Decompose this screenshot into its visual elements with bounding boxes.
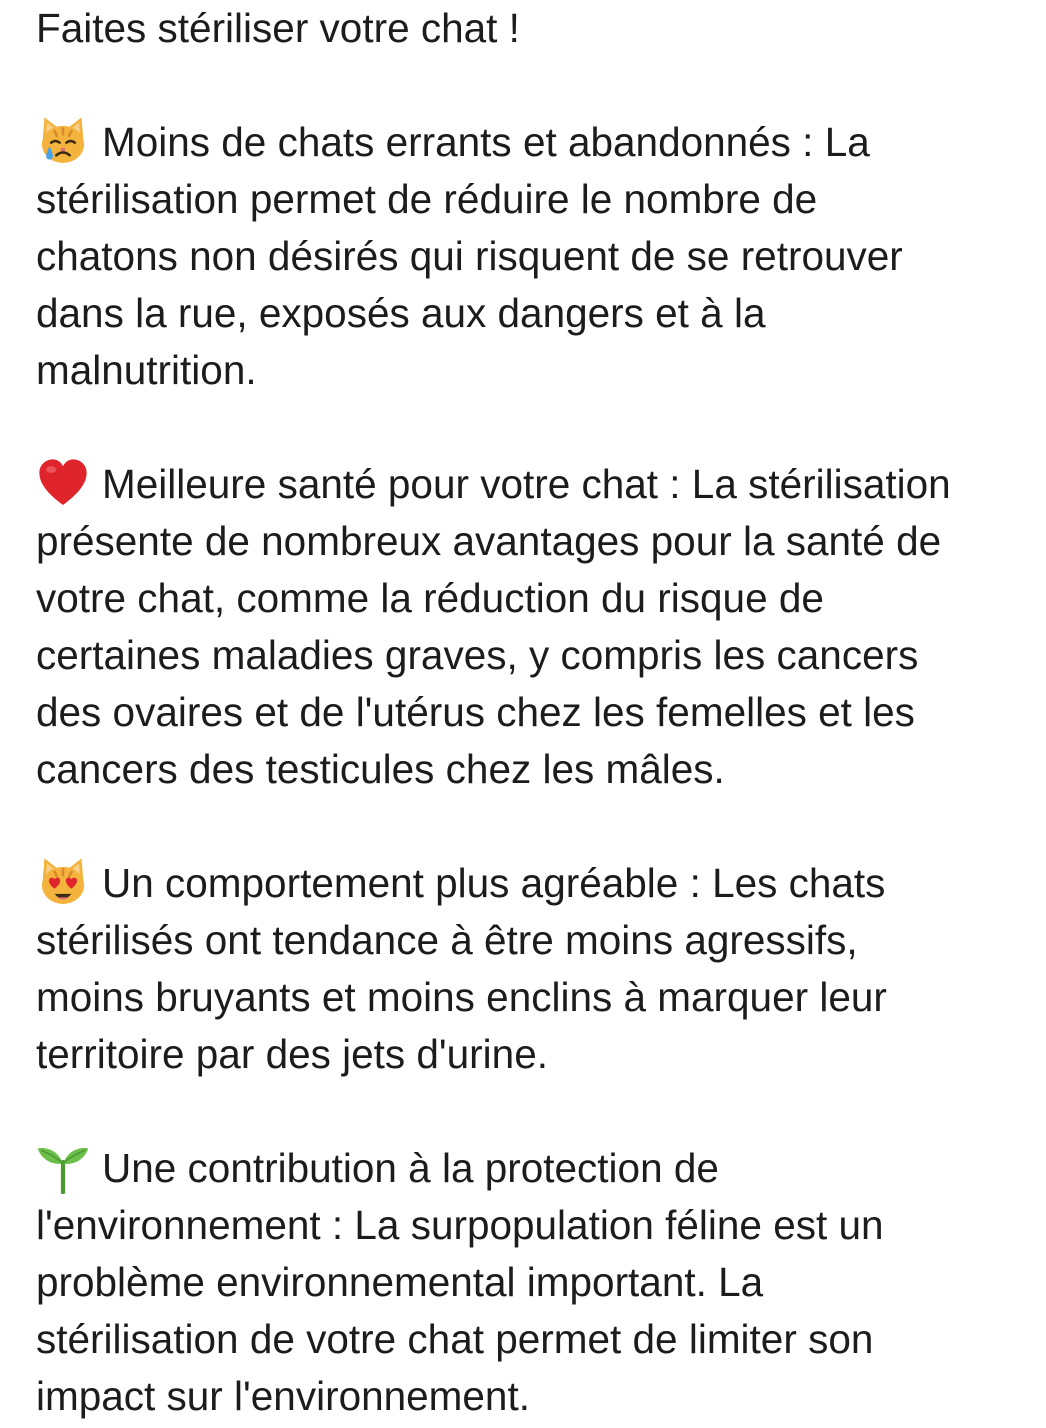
paragraph-stray-cats: Moins de chats errants et abandonnés : La stérilisation permet de réduire le nombre de chatons non désirés qui risquent de se retrouver dans la rue, exposés aux dangers et à la malnutrition. bbox=[36, 114, 1044, 399]
red-heart-icon bbox=[36, 456, 90, 510]
post-title: Faites stériliser votre chat ! bbox=[36, 5, 520, 51]
heart-eyes-cat-icon bbox=[36, 855, 90, 909]
paragraph-health: Meilleure santé pour votre chat : La stérilisation présente de nombreux avantages pour la santé de votre chat, comme la réduction du risque de certaines maladies graves, y compris les cancers des ovaires et de l'utérus chez les femelles et les cancers des testicules chez les mâles. bbox=[36, 456, 1044, 798]
paragraph-environment: Une contribution à la protection de l'environnement : La surpopulation féline est un problème environnemental important. La stérilisation de votre chat permet de limiter son impact sur l'environnement. bbox=[36, 1140, 1044, 1425]
crying-cat-face-icon bbox=[36, 114, 90, 168]
post-text bbox=[36, 0, 1044, 1425]
paragraph-behavior: Un comportement plus agréable : Les chats stérilisés ont tendance à être moins agressifs, moins bruyants et moins enclins à marquer leur territoire par des jets d'urine. bbox=[36, 855, 1044, 1083]
seedling-icon bbox=[36, 1140, 90, 1194]
